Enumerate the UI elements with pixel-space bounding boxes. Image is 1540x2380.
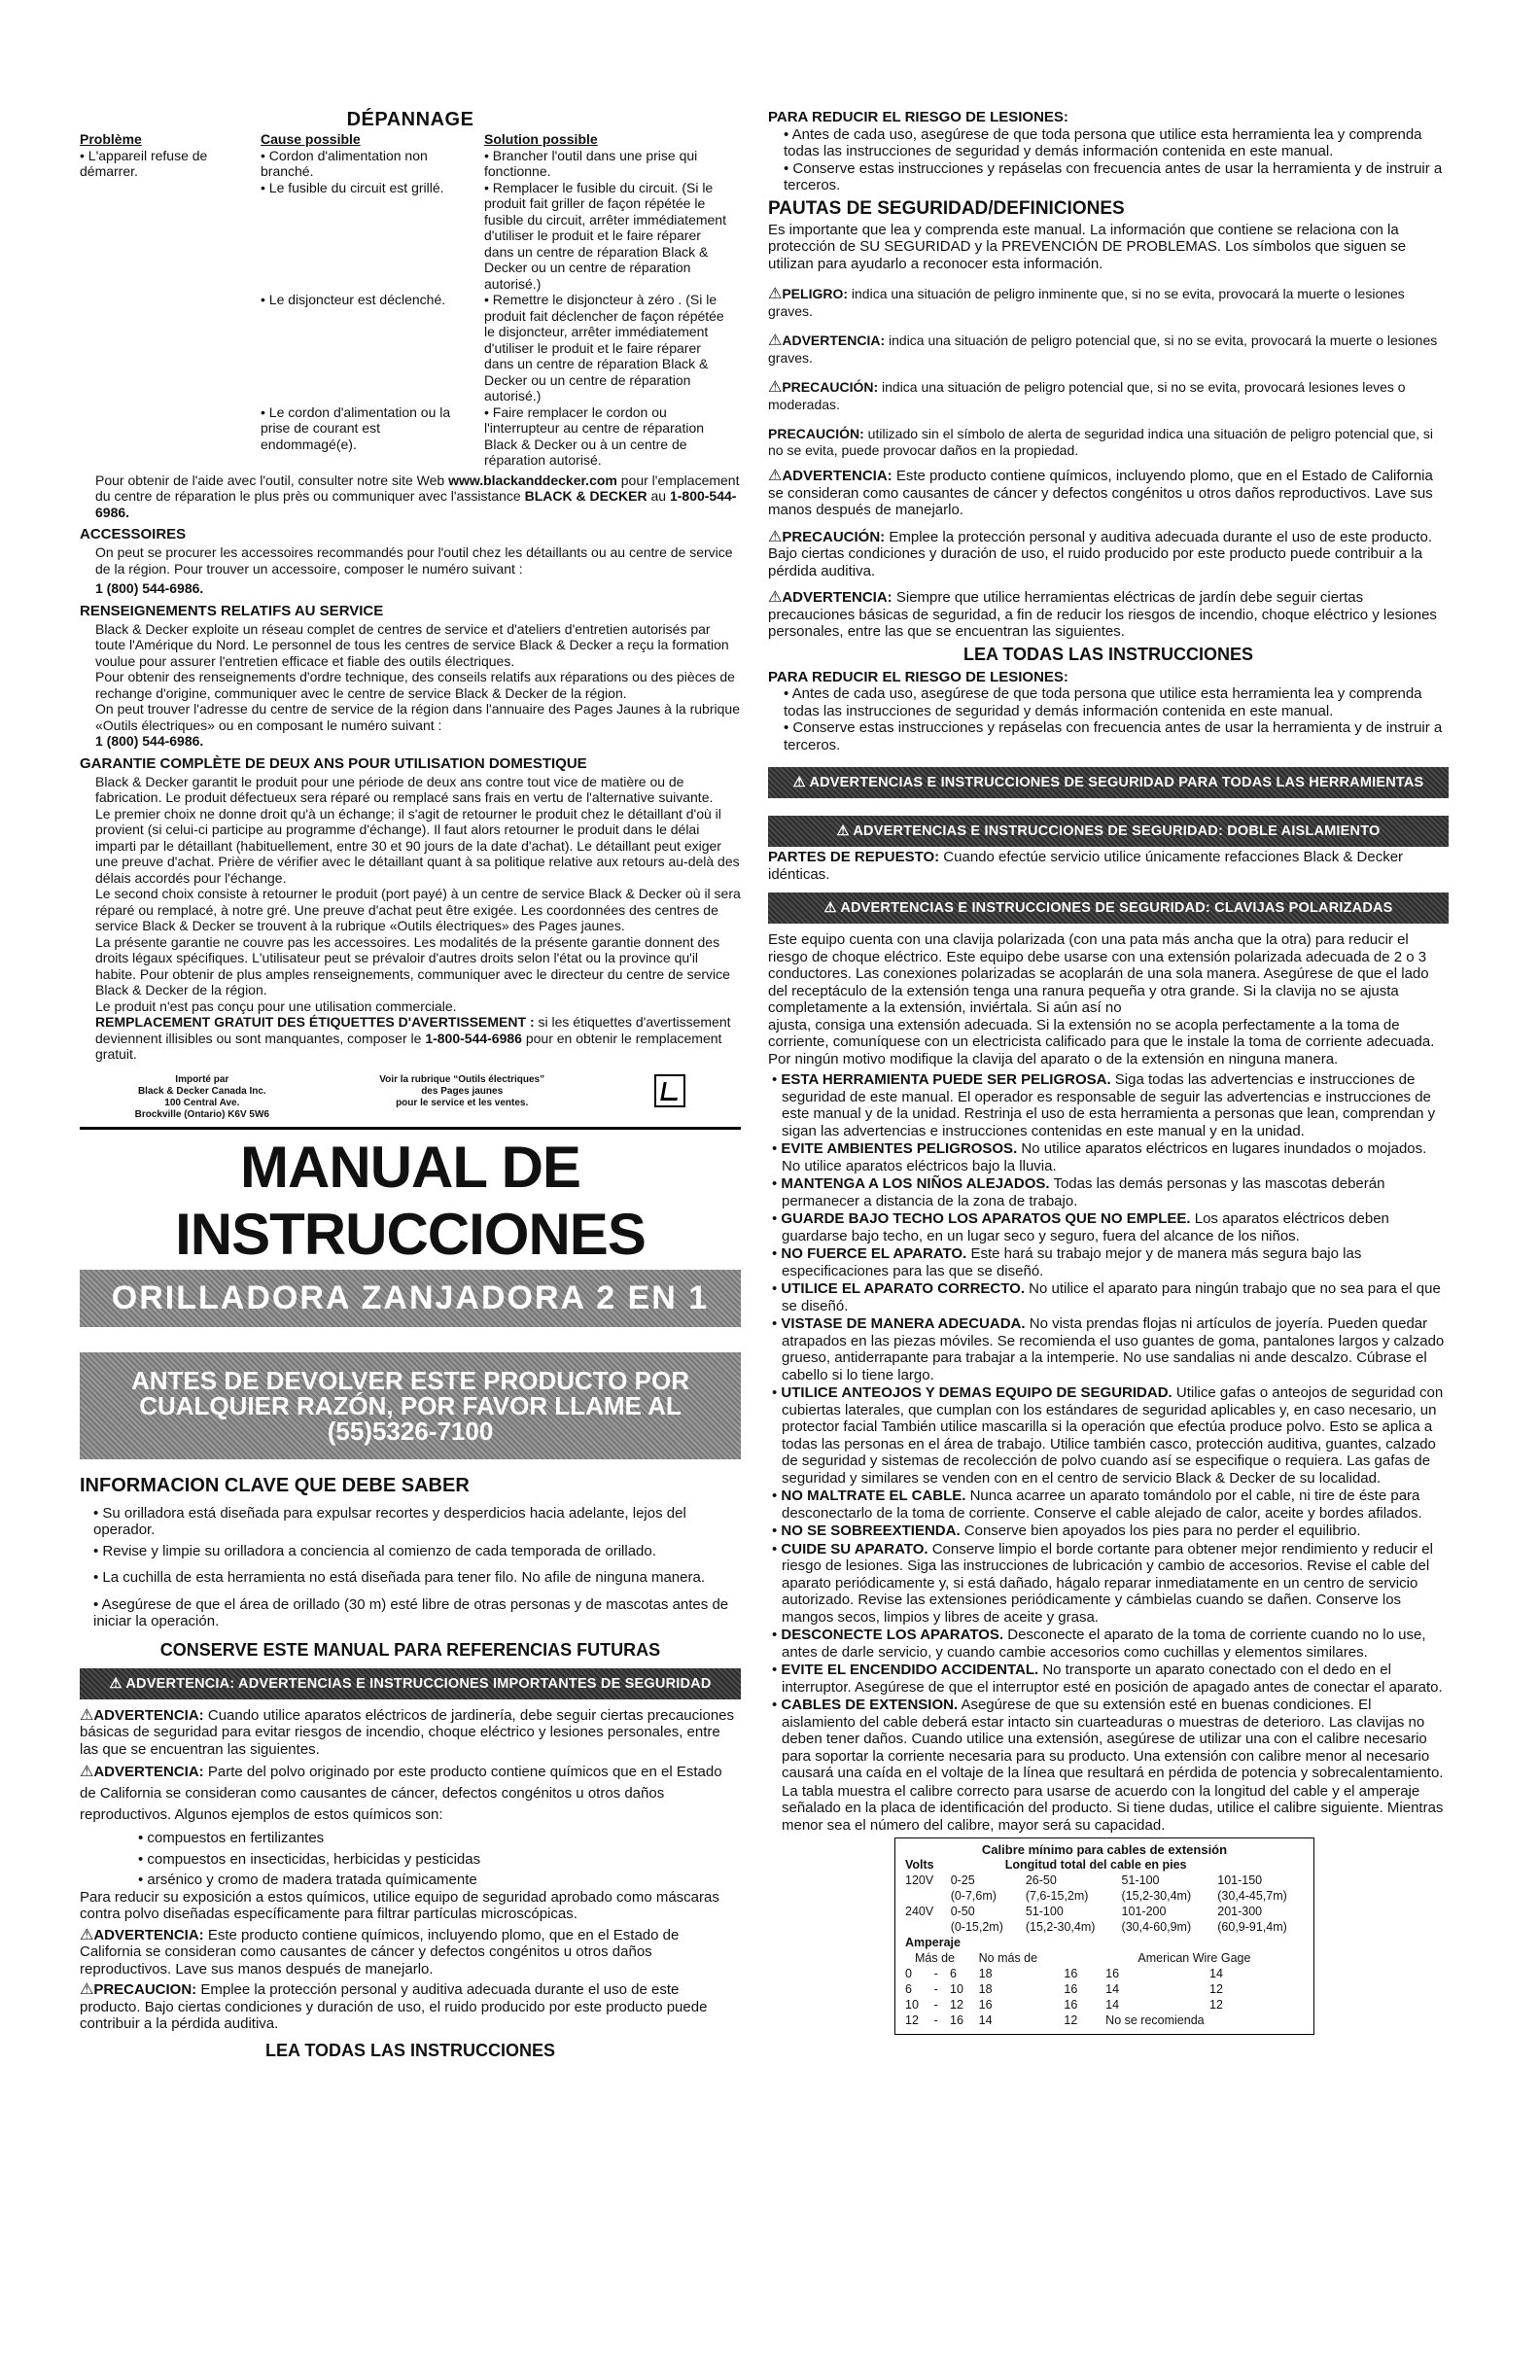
safety-rule: • NO SE SOBREEXTIENDA. Conserve bien apoyados los pies para no perder el equilibrio. — [772, 1522, 1361, 1539]
warning-paragraph: ⚠ADVERTENCIA: Siempre que utilice herramientas eléctricas de jardín debe seguir ciertas precauciones básicas de seguridad, a fin de reducir los riesgos de incendio, choque eléctrico y lesiones personales, entre las que se encuentran las siguientes. — [768, 589, 1437, 640]
warning-triangle-icon: ⚠ — [80, 1981, 94, 1998]
safety-rule: • VISTASE DE MANERA ADECUADA. No vista prendas flojas ni artículos de joyería. Pueden quedar atrapados en las piezas móviles. Se recomienda el uso guantes de goma, pantalones largos y calzado grueso, antiderrapante para trabajar a la intemperie. No use sandalias ni ande descalzo. Cúbrase el cabello si lo tiene largo. — [772, 1315, 1445, 1383]
col-header-cause: Cause possible — [261, 131, 361, 147]
safety-rule: • UTILICE EL APARATO CORRECTO. No utilice el aparato para ningún trabajo que no sea para el que se diseñó. — [772, 1280, 1441, 1314]
caution-nosymbol-definition: PRECAUCIÓN: utilizado sin el símbolo de alerta de seguridad indica una situación de peligro potencial que, si no se evita, puede provocar daños en la propiedad. — [768, 426, 1434, 458]
warning-triangle-icon: ⚠ — [768, 286, 783, 302]
table-row: 10 - 12 16 16 14 12 — [905, 1998, 1223, 2012]
warning-paragraph: ⚠ADVERTENCIA: Parte del polvo originado por este producto contiene químicos que en el Estado de California se consideran como causantes de cáncer, defectos congénitos u otros daños reproductivos. Algunos ejemplos de estos químicos son: — [80, 1764, 722, 1823]
info-item: • Asegúrese de que el área de orillado (30 m) esté libre de otras personas y de mascotas antes de iniciar la operación. — [93, 1595, 729, 1629]
garantie-title: GARANTIE COMPLÈTE DE DEUX ANS POUR UTILISATION DOMESTIQUE — [80, 754, 587, 772]
table-cell: • Remettre le disjoncteur à zéro . (Si le produit fait déclencher de façon répétée le disjoncteur, arrêter immédiatement d'utiliser le produit et le faire réparer dans un centre de réparation Black & Decker ou un centre de réparation autorisé.) — [484, 292, 724, 403]
table-cell: • Le cordon d'alimentation ou la prise de courant est endommagé(e). — [261, 403, 451, 452]
address-block: Importé par Black & Decker Canada Inc. 100 Central Ave. Brockville (Ontario) K6V 5W6 — [134, 1073, 269, 1120]
table-cell: • Cordon d'alimentation non branché. — [261, 147, 428, 179]
gauge-amp-table: Amperaje Más de No más de American Wire Gage 0 - 6 18 16 16 14 6 - 10 18 16 14 12 10 - 12 16 16 14 12 12 - 16 14 12 No se recomienda — [901, 1935, 1310, 2028]
double-insulation-banner: ⚠ ADVERTENCIAS E INSTRUCCIONES DE SEGURIDAD: DOBLE AISLAMIENTO — [768, 816, 1449, 847]
warning-triangle-icon: ⚠ — [80, 1706, 94, 1724]
conserve-title: CONSERVE ESTE MANUAL PARA REFERENCIAS FUTURAS — [159, 1639, 661, 1660]
depannage-title: DÉPANNAGE — [346, 109, 474, 130]
troubleshooting-table — [80, 131, 741, 469]
table-cell: • Brancher l'outil dans une prise qui fonctionne. — [484, 147, 698, 179]
left-column — [80, 109, 741, 2069]
garantie-replacement: REMPLACEMENT GRATUIT DES ÉTIQUETTES D'AVERTISSEMENT : si les étiquettes d'avertissement deviennent illisibles ou sont manquantes, composer le 1-800-544-6986 pour en obtenir le remplacement gratuit. — [95, 1014, 731, 1062]
reducir-item: • Antes de cada uso, asegúrese de que toda persona que utilice esta herramienta lea y comprenda todas las instrucciones de seguridad y demás información contenida en este manual. — [784, 125, 1422, 159]
table-row: (0-15,2m) (15,2-30,4m) (30,4-60,9m) (60,9-91,4m) — [950, 1920, 1287, 1934]
read-all-title: LEA TODAS LAS INSTRUCCIONES — [264, 2040, 556, 2060]
spare-parts-paragraph: PARTES DE REPUESTO: Cuando efectúe servicio utilice únicamente refacciones Black & Decker idénticas. — [768, 849, 1404, 883]
safety-rule: • UTILICE ANTEOJOS Y DEMAS EQUIPO DE SEGURIDAD. Utilice gafas o anteojos de seguridad con cubiertas laterales, que cumplan con los estándares de seguridad aplicables y, en caso necesario, un protector facial También utilice mascarilla si la operación que efectúa produce polvo. Esto se aplica a todas las personas en el área de trabajo. Utilice también casco, protección auditiva, guantes, calzado de seguridad y sistemas de recolección de polvo cuando así se especifique o requiera. Las gafas de seguridad y similares se venden con en el centro de servicio Black & Decker de su localidad. — [772, 1384, 1444, 1487]
table-cell — [80, 180, 261, 293]
info-item: • Revise y limpie su orilladora a conciencia al comienzo de cada temporada de orillado. — [93, 1542, 656, 1559]
safety-rule: • GUARDE BAJO TECHO LOS APARATOS QUE NO EMPLEE. Los aparatos eléctricos deben guardarse bajo techo, en un lugar seco y seguro, fuera del alcance de los niños. — [772, 1210, 1389, 1244]
table-row: 6 - 10 18 16 14 12 — [905, 1982, 1223, 1996]
safety-rule: • NO MALTRATE EL CABLE. Nunca acarree un aparato tomándolo por el cable, ni tire de éste para desconectarlo de la toma de corriente. Conserve el cable alejado de calor, aceite y bordes afilados. — [772, 1488, 1422, 1522]
warning-triangle-icon: ⚠ — [80, 1764, 94, 1780]
accessoires-phone: 1 (800) 544-6986. — [95, 580, 204, 596]
info-item: • La cuchilla de esta herramienta no está diseñada para tener filo. No afile de ninguna manera. — [93, 1569, 705, 1586]
reducir-title: PARA REDUCIR EL RIESGO DE LESIONES: — [768, 109, 1068, 125]
table-cell: • L'appareil refuse de démarrer. — [80, 147, 208, 179]
safety-rule: • ESTA HERRAMIENTA PUEDE SER PELIGROSA. Siga todas las advertencias e instrucciones de seguridad de este manual. El operador es responsable de seguir las advertencias e instrucciones de este manual y de la unidad. Restrinja el uso de esta herramienta a personas que lean, comprendan y sigan las advertencias e instrucciones contenidas en este manual y en la unidad. — [772, 1071, 1436, 1139]
garantie-p2: Le premier choix ne donne droit qu'à un échange; il s'agit de retourner le produit chez le détaillant d'où il provient (si celui-ci participe au programme d'échange). Il faut alors retourner le produit dans le délai imparti par le détaillant (habituellement, entre 30 et 90 jours de la date d'achat). Le détaillant peut exiger une preuve d'achat. Prière de vérifier avec le détaillant quant à sa politique relative aux retours au-delà des délais accordés pour l'échange. — [95, 805, 740, 886]
safety-rule: • EVITE EL ENCENDIDO ACCIDENTAL. No transporte un aparato conectado con el dedo en el interruptor. Asegúrese de que el interruptor esté en posición de apagado antes de conectar el aparato. — [772, 1662, 1443, 1696]
accessoires-title: ACCESSOIRES — [80, 526, 187, 542]
danger-definition: ⚠PELIGRO: indica una situación de peligro inminente que, si no se evita, provocará la muerte o lesiones graves. — [768, 286, 1405, 319]
caution-paragraph: ⚠PRECAUCIÓN: Emplee la protección personal y auditiva adecuada durante el uso de este producto. Bajo ciertas condiciones y duración de uso, el ruido producido por este producto puede contribuir a la pérdida auditiva. — [768, 528, 1433, 579]
right-column — [768, 109, 1449, 2035]
table-row: 120V 0-25 26-50 51-100 101-150 — [905, 1873, 1263, 1887]
safety-warning-banner: ⚠ ADVERTENCIA: ADVERTENCIAS E INSTRUCCIONES IMPORTANTES DE SEGURIDAD — [80, 1668, 741, 1699]
yellow-pages-block: Voir la rubrique “Outils électriques” des Pages jaunes pour le service et les ventes. — [379, 1073, 545, 1108]
garantie-p1: Black & Decker garantit le produit pour une période de deux ans contre tout vice de matière ou de fabrication. Le produit défectueux sera réparé ou remplacé sans frais en vertu de l'alternative suivante. — [95, 773, 714, 805]
renseignements-p2: Pour obtenir des renseignements d'ordre technique, des conseils relatifs aux réparations ou des pièces de rechange d'origine, communiquer avec le centre de service Black & Decker de la région. — [95, 669, 735, 701]
info-title: INFORMACION CLAVE QUE DEBE SABER — [80, 1474, 470, 1496]
table-cell — [80, 404, 261, 469]
warning-paragraph: ⚠ADVERTENCIA: Este producto contiene químicos, incluyendo plomo, que en el Estado de California se consideran como causantes de cáncer y defectos congénitos u otros daños reproductivos. Lave sus manos después de manejarlo. — [80, 1926, 680, 1978]
reducir-item: • Conserve estas instrucciones y repáselas con frecuencia antes de usar la herramienta y de instruir a terceros. — [784, 159, 1443, 193]
col-header-solution: Solution possible — [484, 131, 598, 147]
table-cell: • Le disjoncteur est déclenché. — [261, 292, 446, 307]
table-cell: • Faire remplacer le cordon ou l'interrupteur au centre de réparation Black & Decker ou à un centre de réparation autorisé. — [484, 403, 705, 468]
renseignements-p1: Black & Decker exploite un réseau complet de centres de service et d'ateliers d'entretien autorisés par toute l'Amérique du Nord. Le personnel de tous les centres de service Black & Decker a reçu la formation voulue pour assurer l'entretien efficace et fiable des outils électriques. — [95, 620, 729, 669]
table-row: 0 - 6 18 16 16 14 — [905, 1967, 1223, 1980]
col-header-problem: Problème — [80, 131, 142, 147]
warning-triangle-icon: ⚠ — [768, 528, 783, 545]
importer-address — [80, 1074, 741, 1121]
warning-triangle-icon: ⚠ — [80, 1926, 94, 1943]
warning-triangle-icon: ⚠ — [768, 379, 783, 396]
table-row: (0-7,6m) (7,6-15,2m) (15,2-30,4m) (30,4-45,7m) — [950, 1889, 1287, 1903]
warning-triangle-icon: ⚠ — [768, 589, 783, 606]
chem-item: • compuestos en insecticidas, herbicidas y pesticidas — [138, 1850, 481, 1868]
all-tools-warning-banner: ⚠ ADVERTENCIAS E INSTRUCCIONES DE SEGURIDAD PARA TODAS LAS HERRAMIENTAS — [768, 767, 1449, 798]
chem-item: • arsénico y cromo de madera tratada químicamente — [138, 1872, 477, 1888]
reducir-item: • Antes de cada uso, asegúrese de que toda persona que utilice esta herramienta lea y comprenda todas las instrucciones de seguridad y demás información contenida en este manual. — [784, 685, 1422, 719]
gauge-table — [894, 1838, 1314, 2035]
table-cell: • Le fusible du circuit est grillé. — [261, 179, 444, 195]
safety-rule: • NO FUERCE EL APARATO. Este hará su trabajo mejor y de manera más segura bajo las especificaciones para las que se diseñó. — [772, 1245, 1362, 1279]
safety-rule: • CABLES DE EXTENSION. Asegúrese de que su extensión esté en buenas condiciones. El aislamiento del cable deberá estar intacto sin cuarteaduras o muestras de deterioro. Las clavijas no deben tener daños. Cuando utilice una extensión, asegúrese de utilizar una con el calibre necesario para soportar la corriente necesaria para su producto. Una extensión con calibre menor al necesario causará una caída en el voltaje de la línea que resultará en pérdida de potencia y sobrecalentamiento. — [772, 1697, 1444, 1781]
return-notice-box: ANTES DE DEVOLVER ESTE PRODUCTO POR CUALQUIER RAZÓN, POR FAVOR LLAME AL (55)5326-7100 — [80, 1352, 741, 1459]
product-name-banner: ORILLADORA ZANJADORA 2 EN 1 — [80, 1270, 741, 1327]
accessoires-text: On peut se procurer les accessoires recommandés pour l'outil chez les détaillants ou au centre de service de la région. Pour trouver un accessoire, composer le numéro suivant : — [95, 544, 733, 577]
safety-rule: • EVITE AMBIENTES PELIGROSOS. No utilice aparatos eléctricos en lugares inundados o mojados. No utilice aparatos eléctricos bajo la lluvia. — [772, 1140, 1427, 1174]
yellow-pages-logo-icon — [654, 1074, 685, 1107]
warning-definition: ⚠ADVERTENCIA: indica una situación de peligro potencial que, si no se evita, provocará la muerte o lesiones graves. — [768, 332, 1438, 366]
website-link[interactable]: www.blackanddecker.com — [448, 472, 617, 488]
table-row: 12 - 16 14 12 No se recomienda — [905, 2013, 1205, 2027]
polarized-plug-text: Este equipo cuenta con una clavija polarizada (con una pata más ancha que la otra) para reducir el riesgo de choque eléctrico. Este equipo debe usarse con una extensión polarizada adecuada de 2 o 3 conductores. Las conexiones polarizadas se acoplarán de una sola manera. Asegúrese de que el lado del receptáculo de la extensión tenga una ranura pequeña y otra grande. Si la clavija no se ajusta completamente a la extensión, inviértala. Si aún así no — [768, 931, 1429, 1016]
table-row: 240V 0-50 51-100 101-200 201-300 — [905, 1905, 1263, 1918]
pautas-title: PAUTAS DE SEGURIDAD/DEFINICIONES — [768, 197, 1125, 219]
warning-paragraph: ⚠ADVERTENCIA: Cuando utilice aparatos eléctricos de jardinería, debe seguir ciertas precauciones básicas de seguridad para evitar riesgos de incendio, choque eléctrico y lesiones personales, entre las que se encuentran las siguientes. — [80, 1706, 734, 1758]
renseignements-p3: On peut trouver l'adresse du centre de service de la région dans l'annuaire des Pages Jaunes à la rubrique «Outils électriques» ou en composant le numéro suivant : — [95, 701, 740, 733]
safety-rule: • DESCONECTE LOS APARATOS. Desconecte el aparato de la toma de corriente cuando no lo use, antes de darle servicio, y cuando cambie accesorios como cuchillas y elementos similares. — [772, 1627, 1426, 1661]
reduce-paragraph: Para reducir su exposición a estos químicos, utilice equipo de seguridad aprobado como máscaras contra polvo diseñadas específicamente para filtrar partículas microscópicas. — [80, 1888, 719, 1922]
polarized-plug-text-2: ajusta, consiga una extensión adecuada. Si la extensión no se acopla perfectamente a la toma de corriente, comuníquese con un electricista calificado para que le instale la toma de corriente adecuada. Por ningún motivo modifique la clavija del aparato o de la extensión en ninguna manera. — [768, 1016, 1435, 1068]
caution-paragraph: ⚠PRECAUCION: Emplee la protección personal y auditiva adecuada durante el uso de este producto. Bajo ciertas condiciones y duración de uso, el ruido producido por este producto puede contribuir a la pérdida auditiva. — [80, 1981, 708, 2032]
gauge-volts-table: Volts Longitud total del cable en pies 120V 0-25 26-50 51-100 101-150 (0-7,6m) (7,6-15,2m) (15,2-30,4m) (30,4-45,7m) 240V 0-50 51-100 101-200 201-300 (0-15,2m) (15,2-30,4m) (30,4-60,9m) (60,9-91,4m) — [901, 1857, 1310, 1935]
polarized-plug-banner: ⚠ ADVERTENCIAS E INSTRUCCIONES DE SEGURIDAD: CLAVIJAS POLARIZADAS — [768, 892, 1449, 924]
reducir-item: • Conserve estas instrucciones y repáselas con frecuencia antes de usar la herramienta y de instruir a terceros. — [784, 719, 1443, 753]
gauge-table-explanation: La tabla muestra el calibre correcto para usarse de acuerdo con la longitud del cable y el amperaje señalado en la placa de identificación del producto. Si tiene dudas, utilice el calibre siguiente. Mientras menor sea el número del calibre, mayor será su capacidad. — [782, 1782, 1444, 1834]
warning-triangle-icon: ⚠ — [768, 332, 783, 349]
gauge-table-title: Calibre mínimo para cables de extensión — [981, 1842, 1228, 1857]
safety-rule: • MANTENGA A LOS NIÑOS ALEJADOS. Todas las demás personas y las mascotas deberán permanecer a distancia de la zona de trabajo. — [772, 1175, 1385, 1209]
safety-rule: • CUIDE SU APARATO. Conserve limpio el borde cortante para obtener mejor rendimiento y reducir el riesgo de lesiones. Siga las instrucciones de lubricación y cambio de accesorios. Revise el cable del aparato periódicamente y, si está dañado, hágalo reparar inmediatamente en un centro de servicio autorizado. Revise las extensiones periódicamente y cámbielas cuando se dañen. Conserve los mangos secos, limpios y libres de aceite y grasa. — [772, 1540, 1433, 1626]
reducir-title: PARA REDUCIR EL RIESGO DE LESIONES: — [768, 668, 1068, 685]
chem-item: • compuestos en fertilizantes — [138, 1830, 325, 1846]
table-cell — [80, 292, 261, 404]
warning-paragraph: ⚠ADVERTENCIA: Este producto contiene químicos, incluyendo plomo, que en el Estado de California se consideran como causantes de cáncer y defectos congénitos u otros daños reproductivos. Lave sus manos después de manejarlo. — [768, 468, 1433, 518]
renseignements-phone: 1 (800) 544-6986. — [95, 733, 204, 749]
caution-definition: ⚠PRECAUCIÓN: indica una situación de peligro potencial que, si no se evita, provocará lesiones leves o moderadas. — [768, 379, 1406, 412]
garantie-p5: Le produit n'est pas conçu pour une utilisation commerciale. — [95, 998, 457, 1014]
read-all-title: LEA TODAS LAS INSTRUCCIONES — [962, 644, 1254, 664]
warning-triangle-icon: ⚠ — [768, 468, 783, 484]
garantie-p3: Le second choix consiste à retourner le produit (port payé) à un centre de service Black & Decker où il sera réparé ou remplacé, à notre gré. Une preuve d'achat peut être exigée. Les coordonnées des centres de service Black & Decker se trouvent à la rubrique «Outils électriques» des Pages jaunes. — [95, 886, 741, 933]
garantie-p4: La présente garantie ne couvre pas les accessoires. Les modalités de la présente garantie donnent des droits légaux spécifiques. L'utilisateur peut se prévaloir d'autres droits selon l'état ou la province qu'il habite. Pour obtenir de plus amples renseignements, communiquer avec le directeur du centre de service Black & Decker de la région. — [95, 933, 730, 998]
info-item: • Su orilladora está diseñada para expulsar recortes y desperdicios hacia adelante, lejos del operador. — [93, 1504, 686, 1538]
table-cell: • Remplacer le fusible du circuit. (Si le produit fait griller de façon répétée le fusible du circuit, arrêter immédiatement d'utiliser le produit et le faire réparer dans un centre de réparation Black & Decker ou un centre de réparation autorisé.) — [484, 179, 726, 292]
renseignements-title: RENSEIGNEMENTS RELATIFS AU SERVICE — [80, 602, 384, 619]
safety-rules-list — [768, 1071, 1449, 1782]
manual-title: MANUAL DE INSTRUCCIONES — [80, 1127, 741, 1268]
help-paragraph: Pour obtenir de l'aide avec l'outil, consulter notre site Web www.blackanddecker.com pour l'emplacement du centre de réparation le plus près ou communiquer avec l'assistance BLACK & DECKER au 1-800-544-6986. — [95, 472, 740, 520]
pautas-text: Es importante que lea y comprenda este manual. La información que contiene se relaciona con la protección de SU SEGURIDAD y la PREVENCIÓN DE PROBLEMAS. Los símbolos que siguen se utilizan para ayudarlo a reconocer esta información. — [768, 221, 1407, 272]
